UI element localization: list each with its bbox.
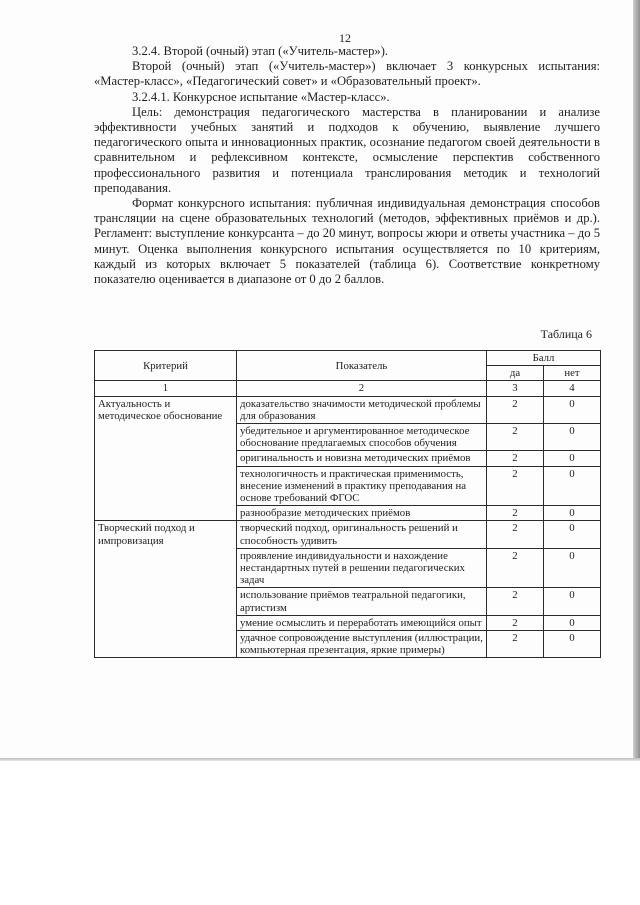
indicator-cell: оригинальность и новизна методических приёмов (237, 451, 487, 466)
score-no-cell: 0 (544, 631, 601, 658)
criterion-cell: Актуальность и методическое обоснование (95, 396, 237, 521)
indicator-cell: убедительное и аргументированное методическое обоснование предлагаемых способов обучения (237, 424, 487, 451)
score-yes-cell: 2 (487, 521, 544, 548)
paragraph: Цель: демонстрация педагогического мастерства в планировании и анализе эффективности учебных занятий и подходов к обучению, выявление лучшего педагогического опыта и инновационных практик, осознание педагогом своей деятельности в сравнительном и рефлексивном контексте, осмысление перспектив собственного профессионального развития и потенциала транслирования методик и технологий преподавания. (94, 104, 600, 195)
column-number: 4 (544, 381, 601, 396)
score-yes-cell: 2 (487, 466, 544, 506)
indicator-cell: удачное сопровождение выступления (иллюстрации, компьютерная презентация, яркие примеры) (237, 631, 487, 658)
score-yes-cell: 2 (487, 396, 544, 423)
section-heading: 3.2.4. Второй (очный) этап («Учитель-мастер»). (132, 44, 389, 58)
indicator-cell: доказательство значимости методической проблемы для образования (237, 396, 487, 423)
paragraph: Формат конкурсного испытания: публичная индивидуальная демонстрация способов трансляции на сцене образовательных технологий (методов, эффективных приёмов и др.). Регламент: выступление конкурсанта – до 20 минут, вопросы жюри и ответы участника – до 5 минут. Оценка выполнения конкурсного испытания осуществляется по 10 критериям, каждый из которых включает 5 показателей (таблица 6). Соответствие конкретному показателю оценивается в диапазоне от 0 до 2 баллов. (94, 196, 600, 287)
indicator-cell: разнообразие методических приёмов (237, 506, 487, 521)
header-no: нет (544, 366, 601, 381)
score-no-cell: 0 (544, 521, 601, 548)
score-no-cell: 0 (544, 588, 601, 615)
score-yes-cell: 2 (487, 588, 544, 615)
header-indicator: Показатель (237, 351, 487, 381)
header-yes: да (487, 366, 544, 381)
indicator-cell: умение осмыслить и переработать имеющийся опыт (237, 615, 487, 630)
score-yes-cell: 2 (487, 506, 544, 521)
score-no-cell: 0 (544, 506, 601, 521)
score-yes-cell: 2 (487, 548, 544, 588)
criteria-table (94, 350, 601, 658)
score-yes-cell: 2 (487, 424, 544, 451)
column-number: 3 (487, 381, 544, 396)
score-yes-cell: 2 (487, 615, 544, 630)
column-number-row (95, 381, 601, 396)
column-number: 1 (95, 381, 237, 396)
score-no-cell: 0 (544, 451, 601, 466)
indicator-cell: технологичность и практическая применимость, внесение изменений в практику преподавания на основе требований ФГОС (237, 466, 487, 506)
score-no-cell: 0 (544, 548, 601, 588)
indicator-cell: творческий подход, оригинальность решений и способность удивить (237, 521, 487, 548)
table-row (95, 396, 601, 423)
table-header-row (95, 351, 601, 366)
subsection-heading: 3.2.4.1. Конкурсное испытание «Мастер-класс». (132, 89, 390, 104)
paragraph: Второй (очный) этап («Учитель-мастер») включает 3 конкурсных испытания: «Мастер-класс», «Педагогический совет» и «Образовательный проект». (94, 59, 600, 89)
scan-bottom-edge (0, 758, 640, 761)
scan-shadow-edge (633, 0, 640, 760)
score-no-cell: 0 (544, 466, 601, 506)
score-yes-cell: 2 (487, 631, 544, 658)
header-criterion: Критерий (95, 351, 237, 381)
indicator-cell: использование приёмов театральной педагогики, артистизм (237, 588, 487, 615)
criterion-cell: Творческий подход и импровизация (95, 521, 237, 658)
body-text (94, 44, 600, 287)
indicator-cell: проявление индивидуальности и нахождение нестандартных путей в решении педагогических задач (237, 548, 487, 588)
score-no-cell: 0 (544, 615, 601, 630)
column-number: 2 (237, 381, 487, 396)
header-score: Балл (487, 351, 601, 366)
score-no-cell: 0 (544, 396, 601, 423)
page-number: 12 (339, 31, 351, 45)
score-no-cell: 0 (544, 424, 601, 451)
score-yes-cell: 2 (487, 451, 544, 466)
table-caption: Таблица 6 (540, 327, 592, 341)
table-row (95, 521, 601, 548)
